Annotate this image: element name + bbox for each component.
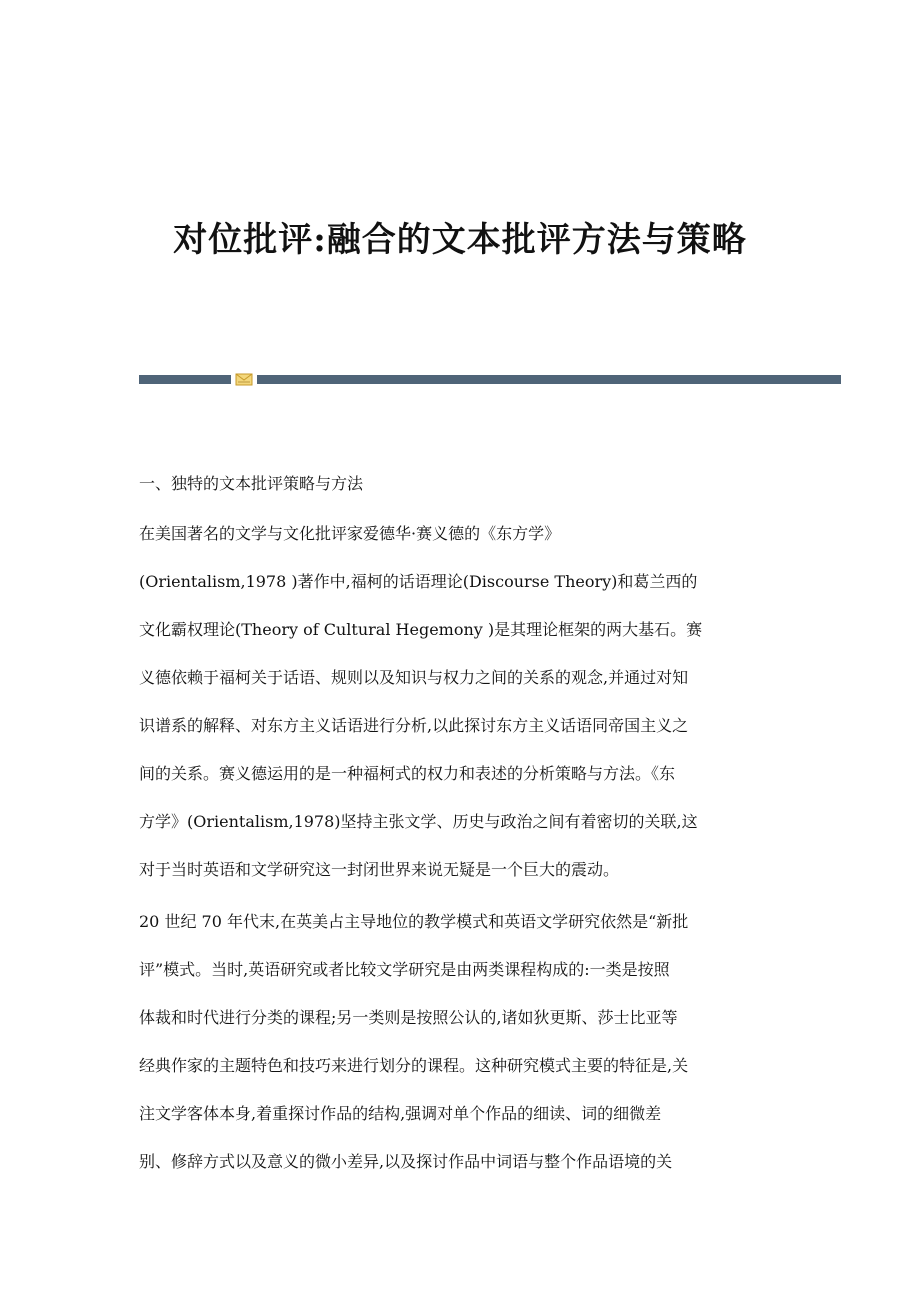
paragraph-line: 注文学客体本身,着重探讨作品的结构,强调对单个作品的细读、词的细微差 [139, 1104, 662, 1123]
document-title: 对位批评:融合的文本批评方法与策略 [173, 220, 747, 260]
paragraph-line: 方学》(Orientalism,1978)坚持主张文学、历史与政治之间有着密切的关联,这 [139, 812, 698, 831]
paragraph-line: 在美国著名的文学与文化批评家爱德华·赛义德的《东方学》 [139, 524, 561, 543]
paragraph-line: (Orientalism,1978 )著作中,福柯的话语理论(Discourse Theory)和葛兰西的 [139, 572, 698, 591]
document-body [139, 461, 781, 1186]
envelope-ornament-icon [235, 373, 253, 386]
section-heading: 一、独特的文本批评策略与方法 [139, 474, 364, 493]
paragraph-line: 文化霸权理论(Theory of Cultural Hegemony )是其理论框架的两大基石。赛 [139, 620, 703, 639]
paragraph-line: 经典作家的主题特色和技巧来进行划分的课程。这种研究模式主要的特征是,关 [139, 1056, 689, 1075]
paragraph-line: 别、修辞方式以及意义的微小差异,以及探讨作品中词语与整个作品语境的关 [139, 1152, 673, 1171]
paragraph-line: 间的关系。赛义德运用的是一种福柯式的权力和表述的分析策略与方法。《东 [139, 764, 676, 783]
paragraph-line: 体裁和时代进行分类的课程;另一类则是按照公认的,诸如狄更斯、莎士比亚等 [139, 1008, 678, 1027]
divider-bar-left [139, 375, 231, 384]
paragraph-1 [139, 510, 781, 894]
paragraph-line: 识谱系的解释、对东方主义话语进行分析,以此探讨东方主义话语同帝国主义之 [139, 716, 689, 735]
divider-bar-right [257, 375, 841, 384]
paragraph-line: 评”模式。当时,英语研究或者比较文学研究是由两类课程构成的:一类是按照 [139, 960, 670, 979]
paragraph-line: 20 世纪 70 年代末,在英美占主导地位的教学模式和英语文学研究依然是“新批 [139, 912, 689, 931]
paragraph-2 [139, 898, 781, 1186]
paragraph-line: 义德依赖于福柯关于话语、规则以及知识与权力之间的关系的观念,并通过对知 [139, 668, 689, 687]
title-divider [139, 375, 841, 384]
paragraph-line: 对于当时英语和文学研究这一封闭世界来说无疑是一个巨大的震动。 [139, 860, 620, 879]
